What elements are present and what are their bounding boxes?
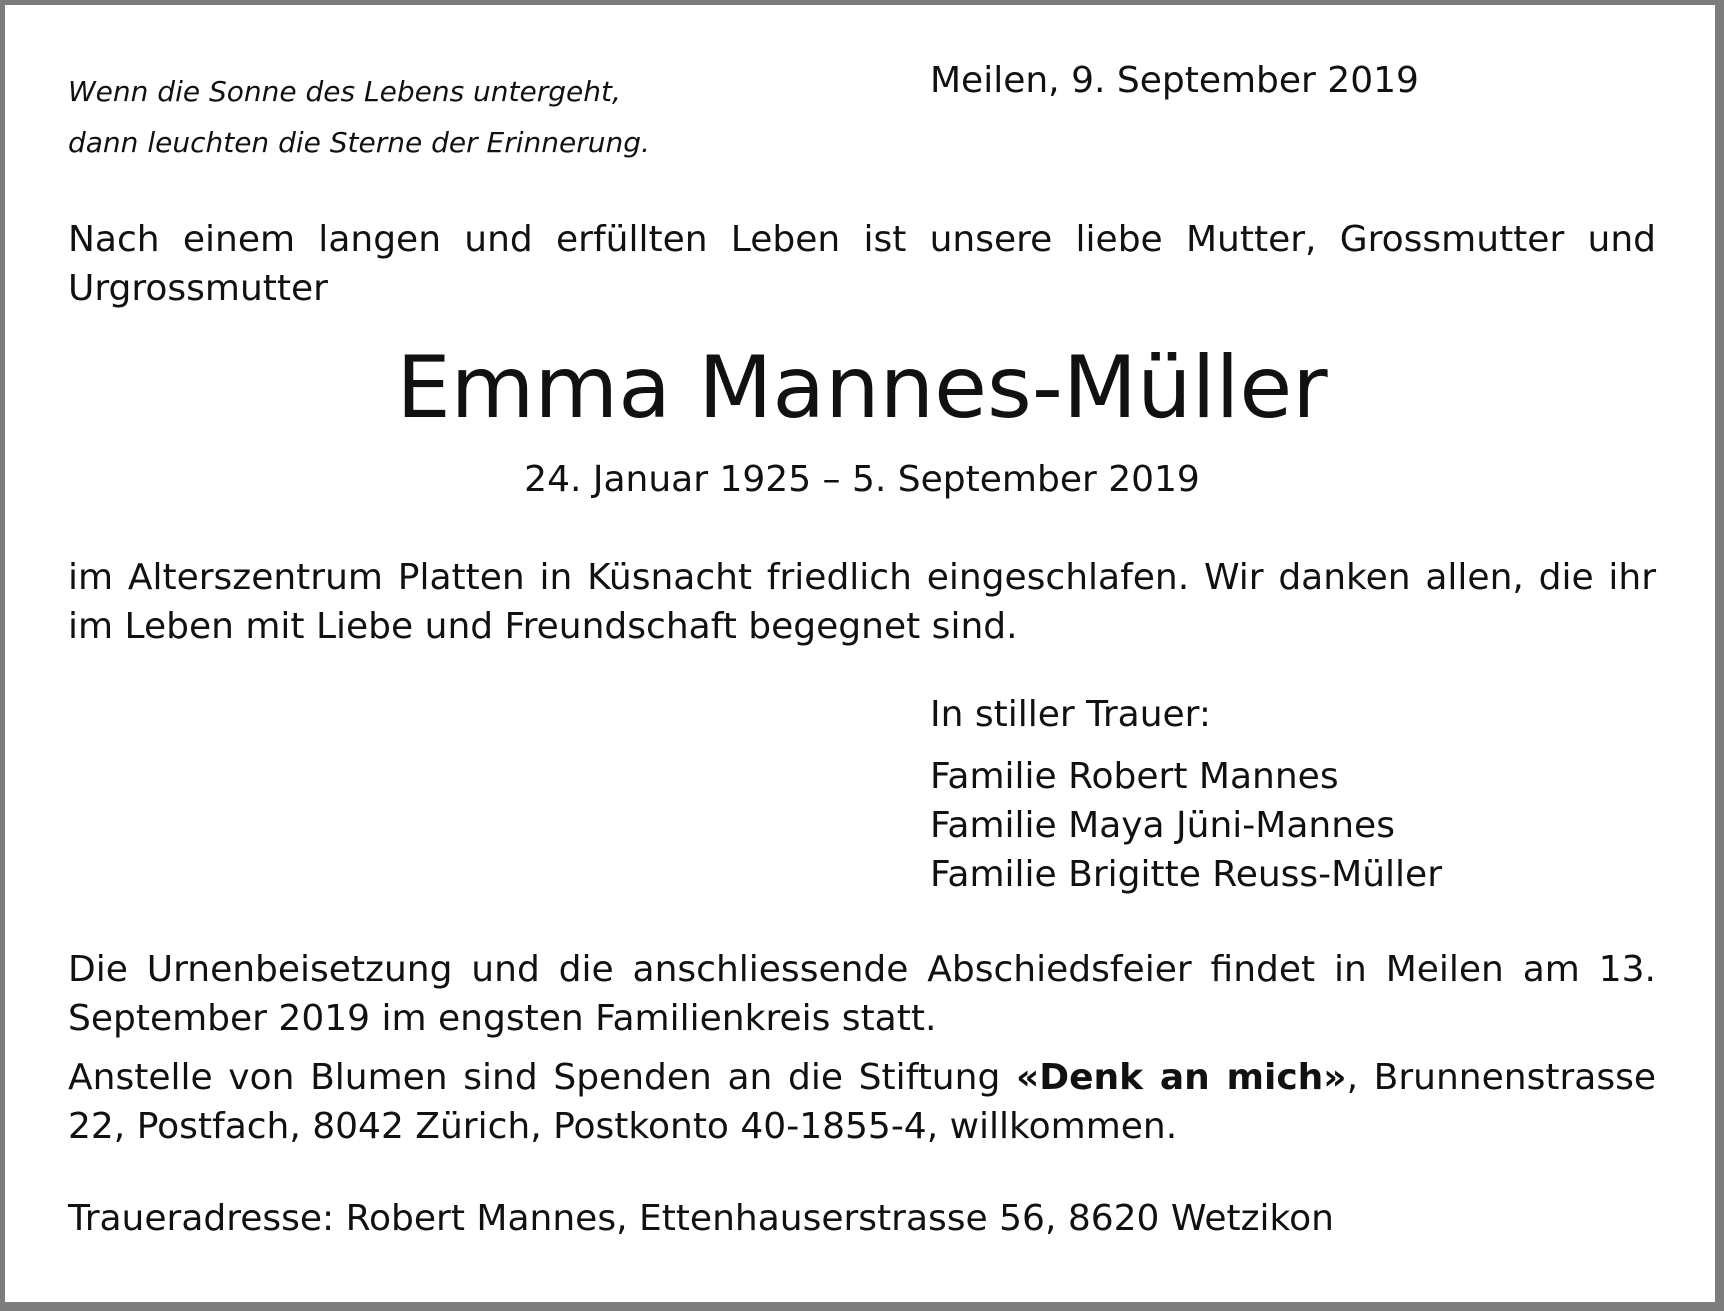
intro-paragraph: Nach einem langen und erfüllten Leben ist unsere liebe Mutter, Grossmutter und Urgrossmutter	[68, 219, 1656, 309]
place-date: Meilen, 9. September 2019	[930, 60, 1419, 101]
ceremony-paragraph: Die Urnenbeisetzung und die anschliessende Abschiedsfeier findet in Meilen am 13. September 2019 im engsten Familienkreis statt.	[68, 949, 1656, 1039]
foundation-name: «Denk an mich»	[1015, 1057, 1347, 1098]
family-item: Familie Brigitte Reuss-Müller	[930, 854, 1442, 895]
obituary-notice	[68, 0, 1656, 1300]
family-item: Familie Maya Jüni-Mannes	[930, 805, 1395, 846]
motto-line-1: Wenn die Sonne des Lebens untergeht,	[68, 75, 621, 108]
mourning-heading: In stiller Trauer:	[930, 694, 1211, 735]
motto-line-2: dann leuchten die Sterne der Erinnerung.	[68, 126, 650, 159]
mourning-family-list	[930, 752, 1442, 899]
donation-text-before: Anstelle von Blumen sind Spenden an die Stiftung	[68, 1057, 1016, 1098]
mourning-address: Traueradresse: Robert Mannes, Ettenhauserstrasse 56, 8620 Wetzikon	[68, 1198, 1334, 1239]
deceased-name: Emma Mannes-Müller	[396, 338, 1328, 438]
life-dates: 24. Januar 1925 – 5. September 2019	[524, 459, 1200, 500]
family-item: Familie Robert Mannes	[930, 756, 1339, 797]
donation-text-after: , Brunnenstrasse 22, Postfach, 8042 Zürich, Postkonto 40-1855-4, willkommen.	[68, 1057, 1656, 1147]
passing-paragraph: im Alterszentrum Platten in Küsnacht friedlich eingeschlafen. Wir danken allen, die ihr im Leben mit Liebe und Freundschaft begegnet sind.	[68, 557, 1656, 647]
donation-paragraph	[68, 1053, 1656, 1151]
motto-quote	[68, 66, 650, 168]
